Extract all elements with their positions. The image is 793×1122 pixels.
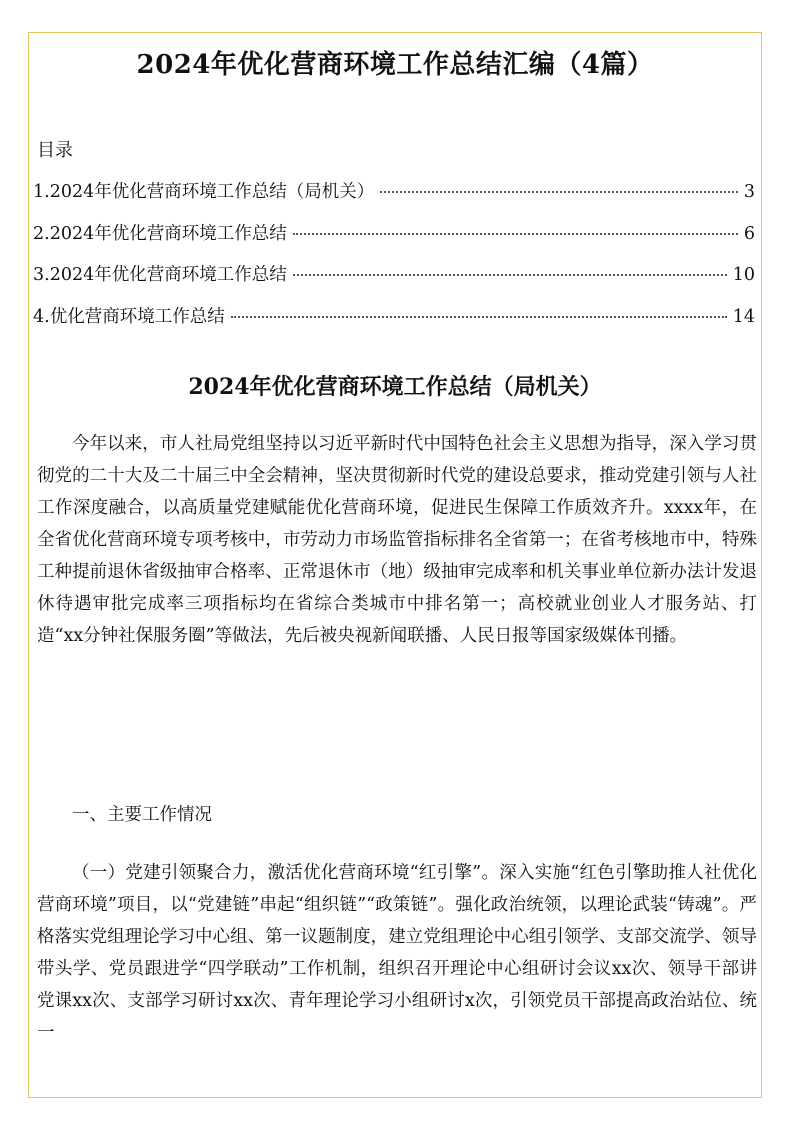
toc-heading: 目录 bbox=[37, 140, 73, 161]
toc-item-page: 10 bbox=[732, 265, 755, 285]
toc-item-text: 1.2024年优化营商环境工作总结（局机关） bbox=[33, 182, 375, 202]
toc-item[interactable] bbox=[33, 303, 755, 345]
toc-item-page: 6 bbox=[743, 223, 755, 244]
toc-item-text: 4.优化营商环境工作总结 bbox=[33, 306, 225, 327]
section-title: 2024年优化营商环境工作总结（局机关） bbox=[188, 374, 602, 400]
toc-item-text: 2.2024年优化营商环境工作总结 bbox=[33, 223, 287, 244]
body-paragraph: （一）党建引领聚合力，激活优化营商环境“红引擎”。深入实施“红色引擎助推人社优化营商环境”项目，以“党建链”串起“组织链”“政策链”。强化政治统领，以理论武装“铸魂”。严格落实党组理论学习中心组、第一议题制度，建立党组理论中心组引领学、支部交流学、领导带头学、党员跟进学“四学联动”工作机制，组织召开理论中心组研讨会议xx次、领导干部讲党课xx次、支部学习研讨xx次、青年理论学习小组研讨x次，引领党员干部提高政治站位、统一 bbox=[37, 863, 757, 1043]
toc-item[interactable] bbox=[33, 261, 755, 303]
toc-item[interactable] bbox=[33, 220, 755, 262]
toc-item-page: 3 bbox=[743, 182, 755, 202]
toc-leader-dots bbox=[293, 274, 727, 276]
toc-item-page: 14 bbox=[732, 306, 755, 327]
toc-item-text: 3.2024年优化营商环境工作总结 bbox=[33, 265, 287, 285]
toc-item[interactable] bbox=[33, 178, 755, 220]
body-paragraph: 今年以来，市人社局党组坚持以习近平新时代中国特色社会主义思想为指导，深入学习贯彻党的二十大及二十届三中全会精神，坚决贯彻新时代党的建设总要求，推动党建引领与人社工作深度融合，以高质量党建赋能优化营商环境，促进民生保障工作质效齐升。xxxx年，在全省优化营商环境专项考核中，市劳动力市场监管指标排名全省第一；在省考核地市中，特殊工种提前退休省级抽审合格率、正常退休市（地）级抽审完成率和机关事业单位新办法计发退休待遇审批完成率三项指标均在省综合类城市中排名第一；高校就业创业人才服务站、打造“xx分钟社保服务圈”等做法，先后被央视新闻联播、人民日报等国家级媒体刊播。 bbox=[37, 434, 757, 646]
document-title: 2024年优化营商环境工作总结汇编（4篇） bbox=[136, 50, 654, 80]
section-heading: 一、主要工作情况 bbox=[72, 805, 212, 825]
table-of-contents bbox=[33, 178, 755, 344]
toc-leader-dots bbox=[293, 233, 738, 235]
toc-leader-dots bbox=[380, 191, 738, 193]
toc-leader-dots bbox=[231, 316, 727, 318]
